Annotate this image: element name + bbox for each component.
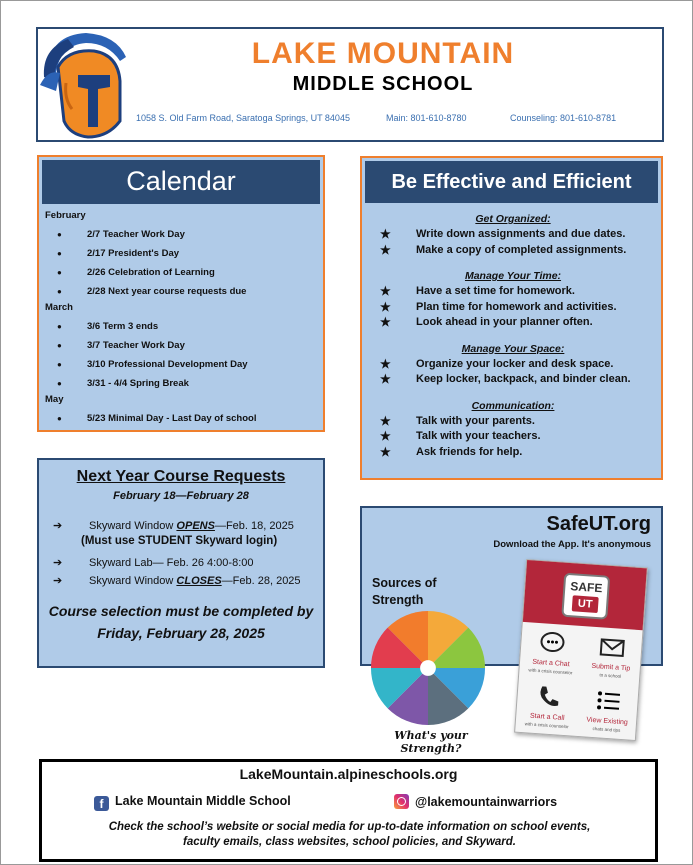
calendar-month: May [45, 394, 64, 405]
calendar-item: ● 3/31 - 4/4 Spring Break [45, 374, 323, 393]
calendar-item: ● 3/10 Professional Development Day [45, 355, 323, 374]
footer-box [39, 759, 658, 862]
calendar-item: ● 2/26 Celebration of Learning [45, 263, 323, 282]
calendar-month: March [45, 302, 73, 313]
counseling-phone: Counseling: 801-610-8781 [510, 113, 617, 123]
envelope-icon [598, 633, 626, 661]
arrow-right-icon: ➔ [53, 575, 63, 587]
course-deadline-note: Course selection must be completed by Friday, February 28, 2025 [48, 603, 314, 641]
tip-item: ★ Keep locker, backpack, and binder clean. [380, 372, 631, 386]
calendar-month: February [45, 210, 86, 221]
safeut-logo: SAFE UT [561, 573, 610, 620]
star-icon: ★ [380, 429, 391, 443]
skyward-opens-row: ➔ Skyward Window OPENS—Feb. 18, 2025 [53, 520, 294, 532]
calendar-item: ● 5/23 Minimal Day - Last Day of school [45, 409, 323, 428]
section-heading: Communication: [471, 399, 555, 412]
footer-note: Check the school’s website or social media for up-to-date information on school events, faculty emails, class websites, school policies, and Skyward. [108, 821, 591, 848]
arrow-right-icon: ➔ [53, 520, 63, 532]
list-icon [595, 687, 623, 715]
section-heading: Manage Your Space: [461, 342, 565, 355]
star-icon: ★ [380, 299, 391, 314]
skyward-lab-row: ➔ Skyward Lab— Feb. 26 4:00-8:00 [53, 557, 254, 569]
skyward-closes-row: ➔ Skyward Window CLOSES—Feb. 28, 2025 [53, 575, 301, 587]
calendar-title: Calendar [42, 160, 320, 204]
tip-item: ★ Talk with your parents. [380, 413, 535, 428]
calendar-panel [37, 155, 325, 432]
calendar-item: ● 2/28 Next year course requests due [45, 282, 323, 301]
calendar-list [45, 209, 323, 428]
phone-icon [535, 683, 563, 711]
school-website-link[interactable]: LakeMountain.alpineschools.org [239, 766, 458, 782]
star-icon: ★ [380, 227, 391, 241]
calendar-item: ● 2/17 President's Day [45, 244, 323, 263]
spartan-helmet-logo [38, 29, 136, 140]
star-icon: ★ [380, 372, 391, 386]
calendar-item: ● 3/7 Teacher Work Day [45, 336, 323, 355]
arrow-right-icon: ➔ [53, 557, 63, 569]
safeut-subtitle: Download the App. It's anonymous [493, 539, 651, 550]
safeut-title: SafeUT.org [546, 513, 651, 535]
app-header [523, 560, 647, 630]
star-icon: ★ [380, 284, 391, 298]
strength-wheel-image [369, 609, 487, 727]
effective-body [370, 210, 656, 460]
effective-panel [360, 156, 663, 480]
star-icon: ★ [380, 242, 391, 257]
calendar-item: ● 2/7 Teacher Work Day [45, 225, 323, 244]
star-icon: ★ [380, 413, 391, 428]
student-login-note: (Must use STUDENT Skyward login) [81, 535, 278, 547]
course-requests-panel [37, 458, 325, 668]
tip-item: ★ Organize your locker and desk space. [380, 356, 614, 371]
chat-bubble-icon [539, 629, 567, 657]
tip-item: ★ Talk with your teachers. [380, 429, 541, 443]
submit-tip-tile: Submit a Tip to a school [581, 628, 643, 686]
facebook-link[interactable]: f Lake Mountain Middle School [94, 794, 291, 811]
facebook-icon: f [94, 796, 109, 811]
view-existing-tile: View Existing chats and tips [577, 682, 639, 740]
start-call-tile: Start a Call with a crisis counselor [517, 678, 579, 736]
star-icon: ★ [380, 444, 391, 459]
instagram-icon [394, 794, 409, 809]
calendar-item: ● 3/6 Term 3 ends [45, 317, 323, 336]
tip-item: ★ Look ahead in your planner often. [380, 315, 593, 329]
tip-item: ★ Write down assignments and due dates. [380, 227, 626, 241]
tip-item: ★ Have a set time for homework. [380, 284, 575, 298]
sources-of-strength-label: Sources of Strength [372, 576, 437, 607]
tip-item: ★ Ask friends for help. [380, 444, 523, 459]
main-phone: Main: 801-610-8780 [386, 113, 467, 123]
school-name: LAKE MOUNTAIN [251, 37, 515, 70]
start-chat-tile: Start a Chat with a crisis counselor [521, 624, 583, 682]
section-heading: Manage Your Time: [464, 270, 562, 282]
strength-wheel-caption: What's your Strength? [394, 729, 468, 755]
star-icon: ★ [380, 315, 391, 329]
school-header [36, 27, 664, 142]
course-requests-title: Next Year Course Requests [76, 468, 286, 485]
tip-item: ★ Make a copy of completed assignments. [380, 242, 627, 257]
course-requests-dates: February 18—February 28 [113, 490, 249, 502]
tip-item: ★ Plan time for homework and activities. [380, 299, 617, 314]
section-heading: Get Organized: [475, 213, 551, 225]
school-address: 1058 S. Old Farm Road, Saratoga Springs, UT 84045 [136, 113, 350, 123]
school-subtitle: MIDDLE SCHOOL [292, 73, 474, 95]
instagram-link[interactable]: @lakemountainwarriors [394, 794, 557, 809]
effective-title: Be Effective and Efficient [365, 161, 658, 203]
safeut-app-image [514, 559, 648, 741]
star-icon: ★ [380, 356, 391, 371]
